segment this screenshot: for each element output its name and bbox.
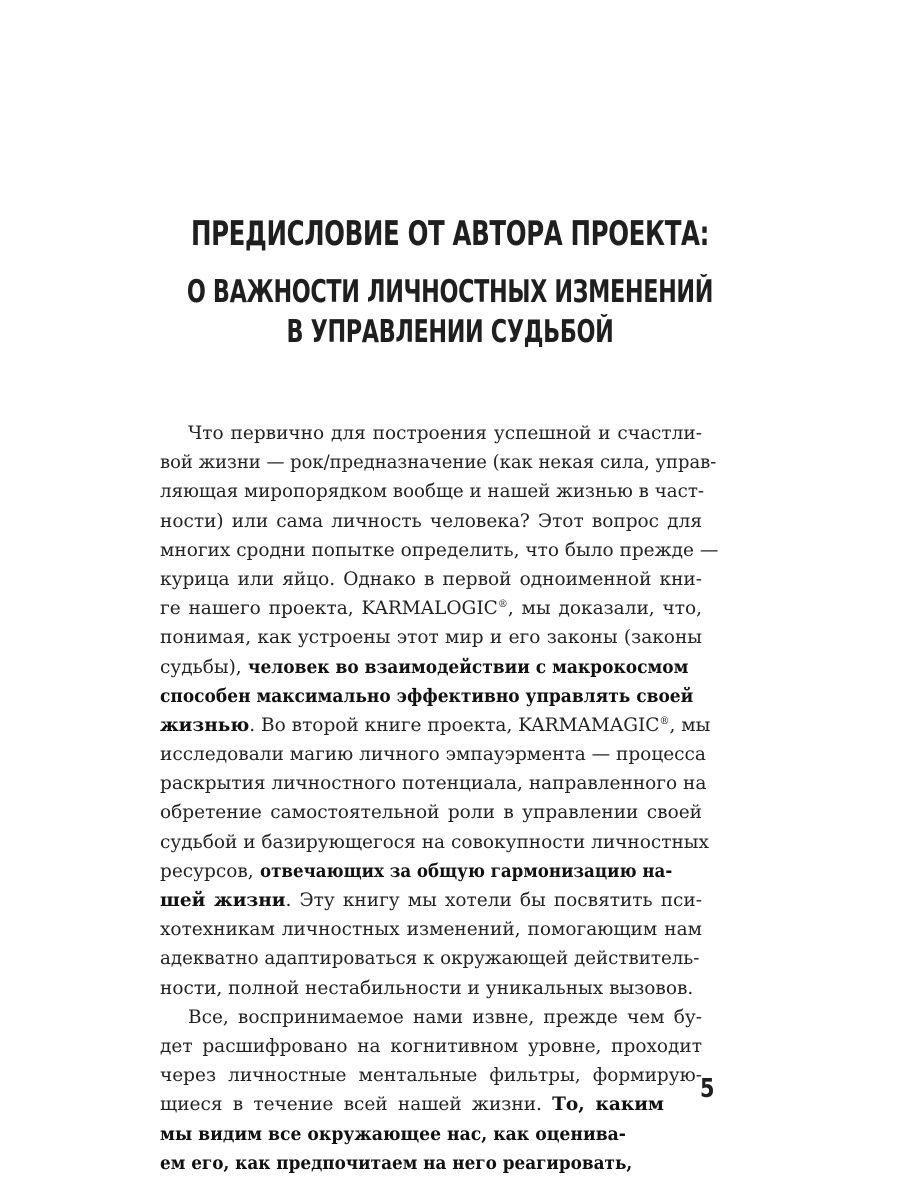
text-line (160, 857, 702, 886)
text-run: , мы доказали, что, (507, 598, 702, 620)
text-run: ности) или сама личность человека? Этот вопрос для (160, 510, 702, 532)
text-line (160, 974, 702, 1003)
text-run: . Эту книгу мы хотели бы посвятить пси- (285, 890, 702, 911)
text-line (160, 740, 706, 769)
bold-text-run: отвечающих за общую гармонизацию на- (259, 860, 672, 882)
text-line (160, 419, 702, 448)
text-line (160, 448, 717, 477)
bold-text-run: То, каким (552, 1094, 664, 1116)
chapter-title: ПРЕДИСЛОВИЕ ОТ АВТОРА ПРОЕКТА: (190, 214, 710, 254)
registered-mark: ® (659, 715, 670, 727)
text-line (160, 594, 702, 623)
text-line (160, 828, 709, 857)
bold-text-run: ем его, как предпочитаем на него реагировать, (160, 1152, 633, 1174)
text-line (160, 477, 705, 506)
text-run: многих сродни попытке определить, что было прежде — (160, 539, 719, 561)
body-text (160, 419, 719, 1178)
text-line (160, 711, 711, 740)
page-number: 5 (700, 1074, 715, 1104)
text-line (160, 915, 702, 944)
text-run: обретение самостоятельной роли в управлении своей (160, 802, 702, 824)
text-run: Что первично для построения успешной и счастли- (188, 423, 702, 444)
bold-text-run: человек во взаимодействии с макрокосмом (247, 656, 688, 678)
text-run: ляющая миропорядком вообще и нашей жизнью в част- (160, 481, 705, 503)
text-line (160, 682, 702, 711)
text-line (160, 798, 702, 827)
text-run: понимая, как устроены этот мир и его законы (законы (160, 627, 702, 649)
text-line (160, 1032, 702, 1061)
text-line (160, 769, 707, 798)
text-run: исследовали магию личного эмпауэрмента — процесса (160, 744, 706, 766)
text-run: ности, полной нестабильности и уникальных вызовов. (160, 977, 694, 999)
text-run: ге нашего проекта, KARMALOGIC (160, 598, 498, 620)
text-run: курица или яйцо. Однако в первой одноименной кни- (160, 568, 702, 590)
registered-mark: ® (497, 598, 508, 610)
text-run: судьбой и базирующегося на совокупности личностных (160, 831, 709, 853)
text-run: Все, воспринимаемое нами извне, прежде чем бу- (188, 1006, 702, 1028)
bold-text-run: способен максимально эффективно управлять своей (160, 685, 694, 707)
text-run: судьбы), (160, 656, 248, 678)
text-line (160, 536, 719, 565)
text-run: раскрытия личностного потенциала, направленного на (160, 773, 707, 795)
text-run: через личностные ментальные фильтры, формирую- (160, 1065, 702, 1087)
text-line (160, 565, 702, 594)
chapter-subtitle-line-2: В УПРАВЛЕНИИ СУДЬБОЙ (286, 314, 614, 350)
text-line (160, 1003, 702, 1032)
text-line (160, 623, 702, 652)
text-line (160, 886, 702, 915)
text-run: хотехникам личностных изменений, помогающим нам (160, 919, 702, 941)
text-run: ресурсов, (160, 860, 260, 882)
text-line (160, 507, 702, 536)
text-line (160, 1120, 664, 1149)
bold-text-run: жизнью (160, 714, 250, 736)
text-line (160, 1090, 664, 1119)
text-line (160, 1149, 664, 1178)
text-line (160, 653, 702, 682)
bold-text-run: мы видим все окружающее нас, как оценива- (160, 1123, 626, 1145)
text-run: дет расшифровано на когнитивном уровне, проходит (160, 1035, 702, 1057)
text-run: адекватно адаптироваться к окружающей действитель- (160, 948, 700, 970)
text-run: , мы (669, 714, 711, 736)
chapter-subtitle-line-1: О ВАЖНОСТИ ЛИЧНОСТНЫХ ИЗМЕНЕНИЙ (186, 274, 714, 310)
text-line (160, 944, 702, 973)
text-run: щиеся в течение всей нашей жизни. (160, 1094, 553, 1116)
text-run: вой жизни — рок/предназначение (как некая сила, управ- (160, 452, 717, 474)
text-line (160, 1061, 702, 1090)
text-run: . Во второй книге проекта, KARMAMAGIC (249, 714, 660, 736)
bold-text-run: шей жизни (160, 890, 286, 911)
